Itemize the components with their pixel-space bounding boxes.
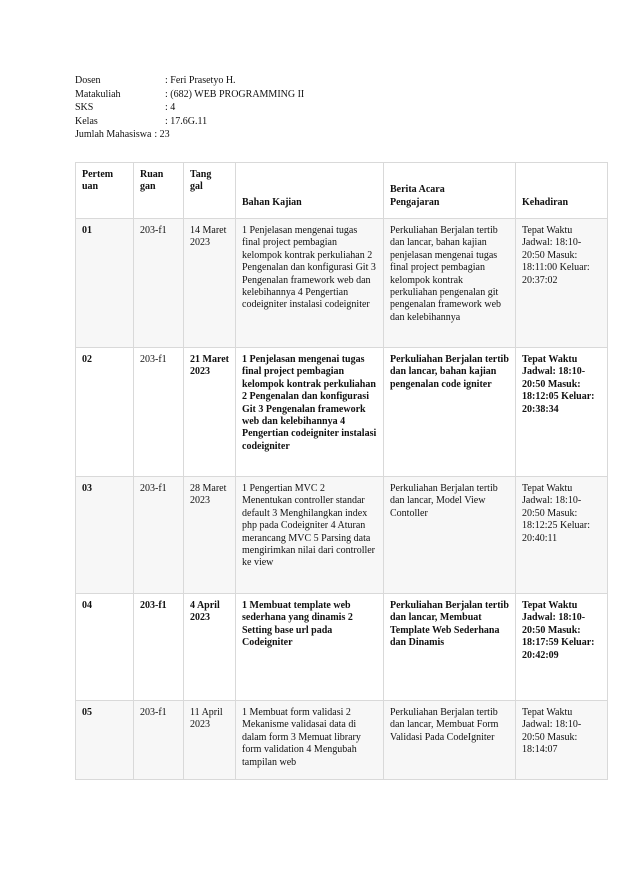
info-row-dosen (75, 74, 304, 88)
dosen-label: Dosen (75, 75, 101, 86)
cell-berita-acara: Perkuliahan Berjalan tertib dan lancar, bahan kajian penjelasan mengenai tugas final project pembagian kelompok kontrak perkuliahan pengenalan git pengenalan framework web dan kelebihannya (384, 219, 516, 348)
table-row (76, 219, 608, 348)
cell-kehadiran: Tepat Waktu Jadwal: 18:10-20:50 Masuk: 18:14:07 (516, 701, 608, 780)
course-info (75, 74, 304, 142)
info-row-jumlah (75, 128, 304, 142)
matakuliah-label: Matakuliah (75, 88, 121, 100)
kelas-value: : 17.6G.11 (165, 115, 208, 127)
cell-ruangan: 203-f1 (134, 477, 184, 594)
cell-ruangan: 203-f1 (134, 701, 184, 780)
cell-kehadiran: Tepat Waktu Jadwal: 18:10-20:50 Masuk: 18:17:59 Keluar: 20:42:09 (516, 594, 608, 701)
cell-ruangan: 203-f1 (134, 219, 184, 348)
cell-berita-acara: Perkuliahan Berjalan tertib dan lancar, bahan kajian pengenalan code igniter (384, 348, 516, 477)
info-row-matakuliah (75, 88, 304, 102)
attendance-table (75, 162, 608, 780)
cell-kehadiran: Tepat Waktu Jadwal: 18:10-20:50 Masuk: 18:12:05 Keluar: 20:38:34 (516, 348, 608, 477)
info-row-kelas (75, 115, 304, 129)
table-header-row (76, 163, 608, 219)
cell-berita-acara: Perkuliahan Berjalan tertib dan lancar, Membuat Template Web Sederhana dan Dinamis (384, 594, 516, 701)
cell-bahan-kajian: 1 Pengertian MVC 2 Menentukan controller standar default 3 Menghilangkan index php pada Codeigniter 4 Aturan merancang MVC 5 Parsing data mengirimkan nilai dari controller ke view (236, 477, 384, 594)
cell-bahan-kajian: 1 Membuat form validasi 2 Mekanisme validasai data di dalam form 3 Memuat library form validation 4 Mengubah tampilan web (236, 701, 384, 780)
cell-tanggal: 11 April 2023 (184, 701, 236, 780)
table-row (76, 594, 608, 701)
sks-value: : 4 (165, 102, 176, 113)
header-bahan-kajian: Bahan Kajian (236, 163, 384, 219)
header-tanggal: Tang gal (184, 163, 236, 219)
header-kehadiran: Kehadiran (516, 163, 608, 219)
cell-pertemuan: 01 (76, 219, 134, 348)
cell-bahan-kajian: 1 Membuat template web sederhana yang dinamis 2 Setting base url pada Codeigniter (236, 594, 384, 701)
cell-berita-acara: Perkuliahan Berjalan tertib dan lancar, Model View Contoller (384, 477, 516, 594)
cell-kehadiran: Tepat Waktu Jadwal: 18:10-20:50 Masuk: 18:12:25 Keluar: 20:40:11 (516, 477, 608, 594)
header-pertemuan: Pertem uan (76, 163, 134, 219)
kelas-label: Kelas (75, 115, 98, 127)
matakuliah-value: : (682) WEB PROGRAMMING II (165, 88, 305, 100)
jumlah-label: Jumlah Mahasiswa (75, 129, 152, 140)
cell-pertemuan: 02 (76, 348, 134, 477)
info-row-sks (75, 101, 304, 115)
cell-bahan-kajian: 1 Penjelasan mengenai tugas final project pembagian kelompok kontrak perkuliahan 2 Pengenalan dan konfigurasi Git 3 Pengenalan framework web dan kelebihannya 4 Pengertian codeigniter instalasi codeigniter (236, 348, 384, 477)
cell-pertemuan: 03 (76, 477, 134, 594)
cell-berita-acara: Perkuliahan Berjalan tertib dan lancar, Membuat Form Validasi Pada CodeIgniter (384, 701, 516, 780)
cell-tanggal: 4 April 2023 (184, 594, 236, 701)
cell-tanggal: 21 Maret 2023 (184, 348, 236, 477)
table-row (76, 701, 608, 780)
jumlah-value: : 23 (154, 129, 170, 140)
header-berita-acara: Berita Acara Pengajaran (384, 163, 516, 219)
cell-kehadiran: Tepat Waktu Jadwal: 18:10-20:50 Masuk: 18:11:00 Keluar: 20:37:02 (516, 219, 608, 348)
cell-pertemuan: 05 (76, 701, 134, 780)
table-row (76, 477, 608, 594)
table-row (76, 348, 608, 477)
cell-tanggal: 28 Maret 2023 (184, 477, 236, 594)
sks-label: SKS (75, 102, 94, 113)
cell-pertemuan: 04 (76, 594, 134, 701)
header-ruangan: Ruan gan (134, 163, 184, 219)
dosen-value: : Feri Prasetyo H. (165, 75, 236, 86)
cell-tanggal: 14 Maret 2023 (184, 219, 236, 348)
cell-bahan-kajian: 1 Penjelasan mengenai tugas final project pembagian kelompok kontrak perkuliahan 2 Pengenalan dan konfigurasi Git 3 Pengenalan framework web dan kelebihannya 4 Pengertian codeigniter instalasi codeigniter (236, 219, 384, 348)
cell-ruangan: 203-f1 (134, 594, 184, 701)
cell-ruangan: 203-f1 (134, 348, 184, 477)
